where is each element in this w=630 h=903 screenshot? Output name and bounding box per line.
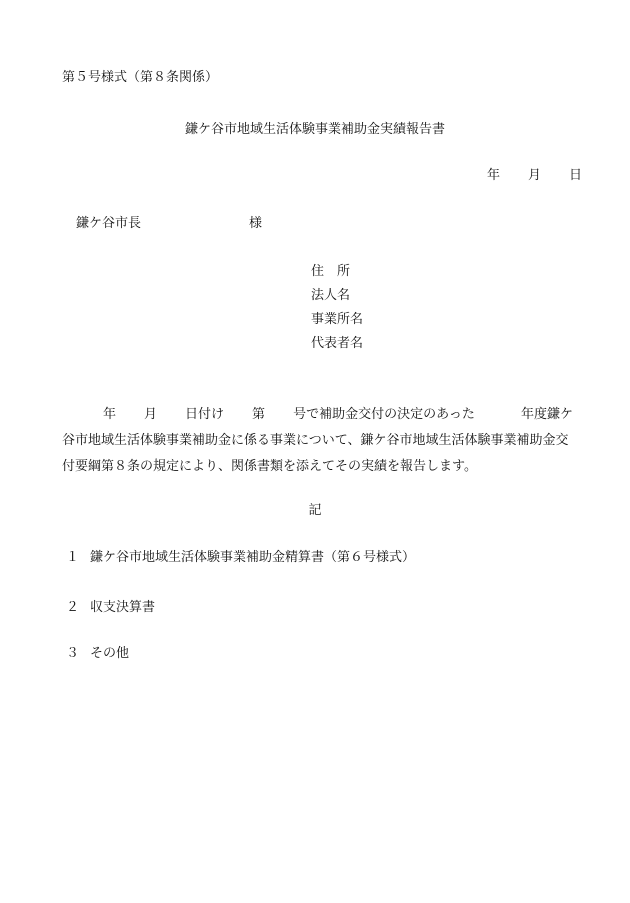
body-line-1: [62, 402, 580, 428]
corporation-name-label: 法人名: [311, 288, 351, 303]
list-item: [66, 642, 129, 661]
list-item: [66, 546, 415, 565]
date-year: 年: [486, 168, 500, 183]
body-fiscal-year: 年度鎌ケ: [520, 407, 573, 422]
form-number: 第５号様式（第８条関係）: [62, 70, 219, 85]
office-name-label: 事業所名: [311, 312, 364, 327]
ki-heading: 記: [308, 503, 322, 518]
item-text: 収支決算書: [90, 600, 156, 615]
document-title: 鎌ケ谷市地域生活体験事業補助金実績報告書: [184, 122, 445, 137]
item-number: １: [66, 550, 80, 565]
body-year: 年: [103, 407, 117, 422]
list-item: [66, 596, 155, 615]
date-line: [487, 164, 582, 183]
addressee-name: 鎌ケ谷市長: [76, 216, 142, 231]
body-no-prefix: 第: [252, 407, 266, 422]
item-text: 鎌ケ谷市地域生活体験事業補助金精算書（第６号様式）: [90, 550, 416, 565]
date-month: 月: [527, 168, 541, 183]
body-line-3: 付要綱第８条の規定により、関係書類を添えてその実績を報告します。: [62, 459, 477, 474]
applicant-block: [311, 260, 363, 356]
item-text: その他: [90, 646, 130, 661]
body-month: 月: [144, 407, 158, 422]
address-label: 住 所: [311, 264, 351, 279]
body-line-2: 谷市地域生活体験事業補助金に係る事業について、鎌ケ谷市地域生活体験事業補助金交: [62, 433, 569, 448]
addressee: [76, 212, 262, 231]
addressee-honorific: 様: [249, 216, 263, 231]
representative-name-label: 代表者名: [311, 336, 364, 351]
report-body: [62, 402, 580, 480]
item-number: ３: [66, 646, 80, 661]
item-number: ２: [66, 600, 80, 615]
date-day: 日: [568, 168, 582, 183]
body-dated: 日付け: [185, 407, 225, 422]
body-no-suffix: 号で補助金交付の決定のあった: [293, 407, 475, 422]
